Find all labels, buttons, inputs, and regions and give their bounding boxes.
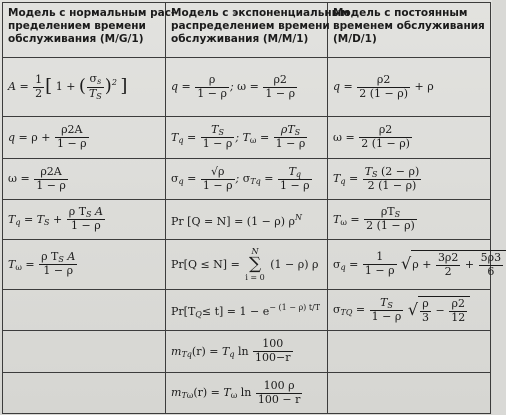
fraction: $\frac{T_S}{1 - \rho}$ — [202, 123, 233, 151]
sqrt-symbol: √ρ + $\frac{3\rho 2}{2}$ + $\frac{5\rho 3}{6}$ — [401, 250, 506, 278]
fraction: $\frac{5\rho 3}{6}$ — [480, 251, 502, 278]
formula-sigma-q-md1: $\sigma_q$ = $\frac{1}{1 - \rho}$ √ρ + $\frac{3\rho 2}{2}$ + $\frac{5\rho 3}{6}$ — [328, 240, 491, 290]
empty-cell — [328, 331, 491, 373]
header-mm1-line: обслуживания (M/M/1) — [171, 33, 309, 45]
sum-symbol: N ∑ i = 0 — [245, 247, 265, 282]
header-row — [3, 3, 491, 58]
fraction: $\frac{\rho T_S A}{1 - \rho}$ — [41, 250, 76, 278]
formula-Tq-mg1: $T_q = T_S$ + $\frac{\rho T_S A}{1 - \rho}$ — [3, 200, 166, 240]
row-2 — [3, 117, 491, 159]
fraction: $\frac{\rho 2}{2 (1 - \rho)}$ — [359, 72, 409, 100]
queue-models-table — [2, 2, 502, 414]
row-6 — [3, 290, 491, 331]
header-mg1-line: обслуживания (M/G/1) — [8, 33, 144, 45]
formula-q-mg1: q = ρ + $\frac{\rho 2A}{1 - \rho}$ — [3, 117, 166, 159]
formula-omega-md1: ω = $\frac{\rho 2}{2 (1 - \rho)}$ — [328, 117, 491, 159]
fraction: $\frac{T_q}{1 - \rho}$ — [279, 164, 310, 192]
fraction: $\frac{\rho T_S}{1 - \rho}$ — [275, 123, 306, 151]
row-3 — [3, 159, 491, 200]
row-5 — [3, 240, 491, 290]
header-mm1-line: распределением времени — [171, 20, 330, 32]
header-mg1-line: Модель с нормальным рас- — [8, 7, 176, 19]
header-md1 — [328, 3, 491, 58]
formula-m-Tq: $m_{Tq}(r) = T_q$ ln $\frac{100}{100-r}$ — [166, 331, 328, 373]
fraction: $\frac{\rho 2}{12}$ — [451, 296, 466, 324]
row-1 — [3, 58, 491, 117]
header-md1-line: Модель с постоянным — [333, 7, 468, 19]
formula-Tw-md1: $T_\omega$ = $\frac{\rho T_S}{2 (1 - \rho)}$ — [328, 200, 491, 240]
fraction: $\frac{\sigma_s}{T_S}$ — [88, 72, 102, 101]
sqrt-symbol: √ $\frac{\rho}{3}$ − $\frac{\rho 2}{12}$ — [408, 296, 470, 324]
fraction: $\frac{T_S}{1 - \rho}$ — [371, 295, 402, 323]
fraction: $\frac{T_S (2 - \rho)}{2 (1 - \rho)}$ — [364, 164, 420, 192]
formula-sigma-TQ-md1: $\sigma_{TQ}$ = $\frac{T_S}{1 - \rho}$ √ $\frac{\rho}{3}$ − $\frac{\rho 2}{12}$ — [328, 290, 491, 331]
empty-cell — [3, 373, 166, 414]
fraction: $\frac{\rho 2A}{1 - \rho}$ — [56, 123, 87, 150]
header-mg1-line: пределением времени — [8, 20, 146, 32]
empty-cell — [3, 290, 166, 331]
formula-pr-tq-le-t: $Pr[T_Q\le t] = 1 - e^{- (1 - \rho) t/T}$ — [166, 290, 328, 331]
formula-q-omega-mm1: q = $\frac{\rho}{1 - \rho}$ ; ω = $\frac{\rho 2}{1 - \rho}$ — [166, 58, 328, 117]
formula-m-Tw: $m_{T\omega}(r) = T_\omega$ ln $\frac{100 \rho}{100 - r}$ — [166, 373, 328, 414]
formula-pr-q-le-n: Pr[Q ≤ N] = N ∑ i = 0 (1 − ρ) ρ — [166, 240, 328, 290]
fraction: $\frac{\rho 2}{1 - \rho}$ — [265, 72, 296, 100]
fraction: $\frac{\rho T_S}{2 (1 - \rho)}$ — [366, 205, 415, 233]
fraction: $\frac{1}{2}$ — [35, 72, 43, 100]
header-mg1 — [3, 3, 176, 58]
fraction: $\frac{√\rho}{1 - \rho}$ — [202, 164, 233, 192]
row-8 — [3, 373, 491, 414]
fraction: $\frac{100}{100-r}$ — [255, 337, 291, 364]
row-7 — [3, 331, 491, 373]
fraction: $\frac{\rho 2A}{1 - \rho}$ — [36, 164, 66, 192]
fraction: $\frac{100 \rho}{100 - r}$ — [257, 378, 301, 406]
formula-q-md1: q = $\frac{\rho 2}{2 (1 - \rho)}$ + ρ — [328, 58, 491, 117]
formula-Tq-Tw-mm1: $T_q$ = $\frac{T_S}{1 - \rho}$ ; $T_\omega$ = $\frac{\rho T_S}{1 - \rho}$ — [166, 117, 328, 159]
formula-A: A = $\frac{1}{2}$ [ 1 + ( $\frac{\sigma_s}{T_S}$ )$^2$ ] — [3, 58, 166, 117]
fraction: $\frac{\rho T_S A}{1 - \rho}$ — [68, 205, 103, 233]
formula-Tw-mg1: $T_\omega$ = $\frac{\rho T_S A}{1 - \rho}$ — [3, 240, 166, 290]
header-mm1 — [166, 3, 350, 58]
empty-cell — [328, 373, 491, 414]
header-mm1-line: Модель с экспоненциальным — [171, 7, 350, 19]
formula-Tq-md1: $T_q$ = $\frac{T_S (2 - \rho)}{2 (1 - \rho)}$ — [328, 159, 491, 200]
fraction: $\frac{3\rho 2}{2}$ — [437, 251, 459, 278]
formula-omega-mg1: ω = $\frac{\rho 2A}{1 - \rho}$ — [3, 159, 166, 200]
row-4 — [3, 200, 491, 240]
fraction: $\frac{\rho 2}{2 (1 - \rho)}$ — [361, 123, 410, 150]
header-md1-line: временем обслуживания — [333, 20, 485, 32]
empty-cell — [3, 331, 166, 373]
header-md1-line: (M/D/1) — [333, 33, 377, 45]
fraction: $\frac{\rho}{1 - \rho}$ — [197, 72, 227, 100]
fraction: $\frac{\rho}{3}$ — [422, 296, 430, 324]
formula-sigma-mm1: $\sigma_q$ = $\frac{√\rho}{1 - \rho}$ ; $\sigma_{Tq}$ = $\frac{T_q}{1 - \rho}$ — [166, 159, 328, 200]
fraction: $\frac{1}{1 - \rho}$ — [364, 250, 395, 277]
formula-pr-q-eq-n: Pr [Q = N] = (1 − ρ) $\rho^N$ — [166, 200, 328, 240]
